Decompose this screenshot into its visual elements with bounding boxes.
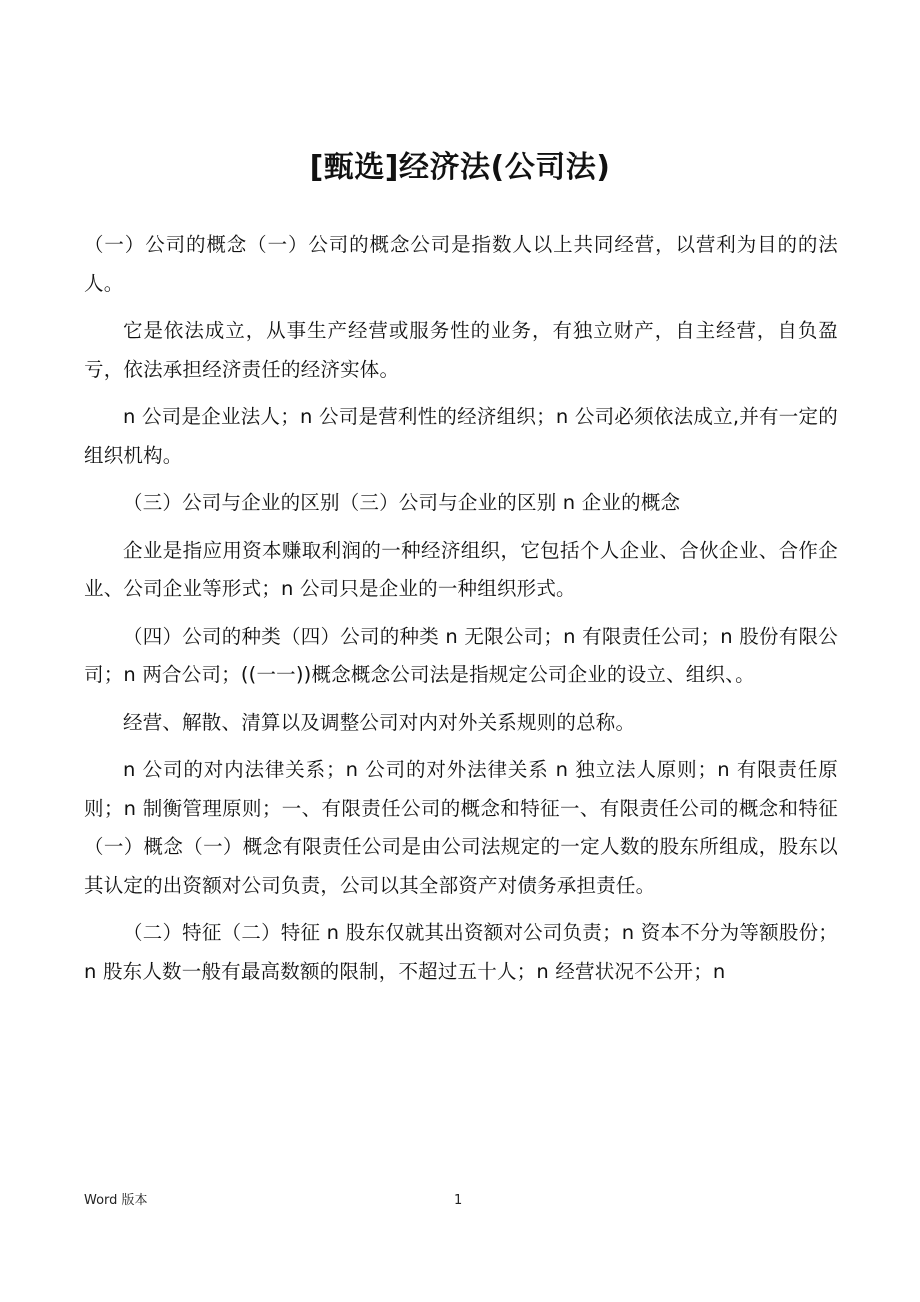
- paragraph-5: 企业是指应用资本赚取利润的一种经济组织，它包括个人企业、合伙企业、合作企业、公司企业等形式；n 公司只是企业的一种组织形式。: [84, 538, 838, 600]
- paragraph-2: 它是依法成立，从事生产经营或服务性的业务，有独立财产，自主经营，自负盈亏，依法承担经济责任的经济实体。: [84, 319, 838, 381]
- paragraph-7: 经营、解散、清算以及调整公司对内对外关系规则的总称。: [123, 710, 636, 734]
- footer-label: Word 版本: [84, 1193, 148, 1208]
- paragraph-3: n 公司是企业法人；n 公司是营利性的经济组织；n 公司必须依法成立,并有一定的组织机构。: [84, 405, 838, 467]
- paragraph-8: n 公司的对内法律关系；n 公司的对外法律关系 n 独立法人原则；n 有限责任原则；n 制衡管理原则；一、有限责任公司的概念和特征一、有限责任公司的概念和特征（一）概念（一）概念有限责任公司是由公司法规定的一定人数的股东所组成，股东以其认定的出资额对公司负责，公司以其全部资产对债务承担责任。: [84, 758, 838, 897]
- document-body: [84, 226, 838, 1000]
- paragraph-9: （二）特征（二）特征 n 股东仅就其出资额对公司负责；n 资本不分为等额股份；n 股东人数一般有最高数额的限制，不超过五十人；n 经营状况不公开；n: [84, 921, 838, 983]
- document-title: [甄选]经济法(公司法): [309, 150, 611, 185]
- paragraph-4: （三）公司与企业的区别（三）公司与企业的区别 n 企业的概念: [123, 491, 681, 514]
- paragraph-6: （四）公司的种类（四）公司的种类 n 无限公司；n 有限责任公司；n 股份有限公司；n 两合公司；((一一))概念概念公司法是指规定公司企业的设立、组织、。: [84, 624, 838, 686]
- paragraph-1: （一）公司的概念（一）公司的概念公司是指数人以上共同经营，以营利为目的的法人。: [84, 233, 838, 295]
- page-number: 1: [454, 1193, 463, 1208]
